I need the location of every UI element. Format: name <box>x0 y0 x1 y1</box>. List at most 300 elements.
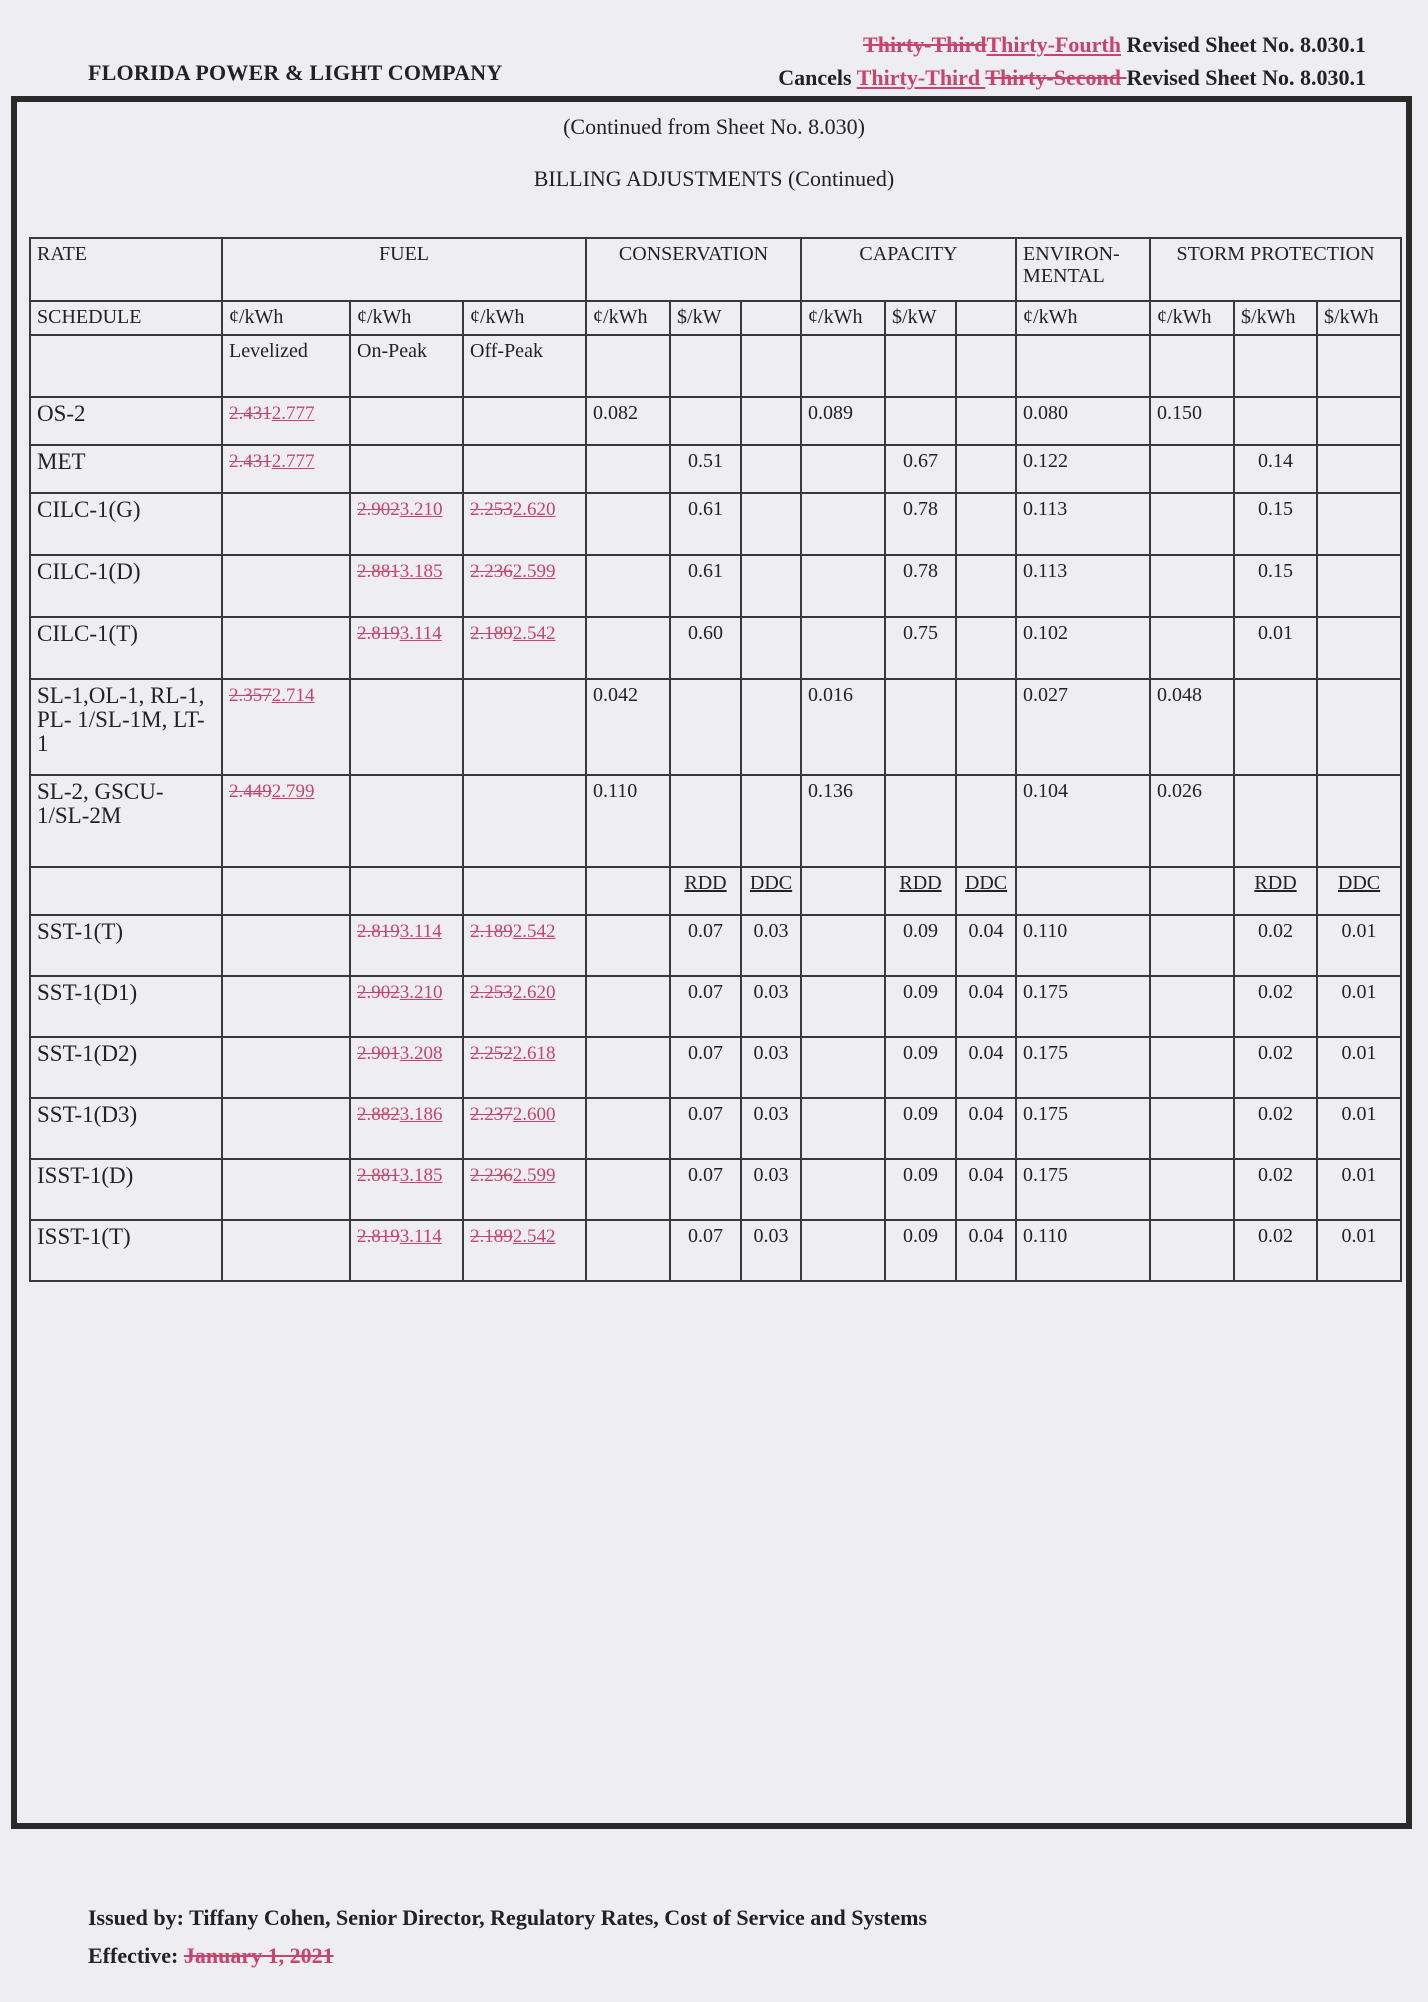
capacity-extra-cell <box>956 445 1016 493</box>
fuel-offpeak-unit: ¢/kWh <box>463 301 586 335</box>
rate-schedule-name: ISST-1(D) <box>30 1159 222 1220</box>
capacity-ckwh-cell: 0.089 <box>801 397 885 445</box>
capacity-dkw-cell <box>885 775 956 867</box>
ddc-label: DDC <box>964 872 1008 894</box>
blank-cell <box>885 335 956 397</box>
capacity-dkw-cell: 0.67 <box>885 445 956 493</box>
capacity-extra-cell <box>956 617 1016 679</box>
fuel-value <box>357 1043 443 1064</box>
deleted-fuel-value: 2.819 <box>357 1226 400 1247</box>
table-row <box>30 915 1401 976</box>
deleted-cancel-text: Thirty-Second <box>985 65 1127 90</box>
deleted-fuel-value: 2.236 <box>470 1165 513 1186</box>
conservation-rdd-cell: 0.07 <box>670 1159 741 1220</box>
rate-schedule-name: ISST-1(T) <box>30 1220 222 1281</box>
storm-dkwh-cell <box>1234 679 1317 775</box>
capacity-extra-cell <box>956 493 1016 555</box>
effective-line <box>88 1943 334 1969</box>
table-row <box>30 1037 1401 1098</box>
deleted-revision-text: Thirty-Third <box>863 32 987 57</box>
fuel-onpeak-cell <box>350 445 463 493</box>
inserted-fuel-value: 2.542 <box>512 623 556 644</box>
deleted-fuel-value: 2.189 <box>470 1226 513 1247</box>
fuel-offpeak-cell <box>463 445 586 493</box>
fuel-offpeak-cell <box>463 679 586 775</box>
fuel-value <box>357 921 442 942</box>
conservation-ckwh-unit: ¢/kWh <box>586 301 670 335</box>
fuel-value <box>357 1226 442 1247</box>
fuel-value <box>357 1165 443 1186</box>
inserted-revision-text: Thirty-Fourth <box>986 32 1121 57</box>
table-units-row <box>30 301 1401 335</box>
effective-date: January 1, 2021 <box>183 1943 334 1968</box>
inserted-fuel-value: 2.777 <box>271 403 315 424</box>
ddc-label-cell <box>1317 867 1401 915</box>
rdd-label-cell <box>1234 867 1317 915</box>
rdd-ddc-header-row <box>30 867 1401 915</box>
inserted-fuel-value: 2.542 <box>512 1226 556 1247</box>
storm-rdd-cell: 0.02 <box>1234 1220 1317 1281</box>
conservation-ckwh-cell <box>586 1220 670 1281</box>
rate-schedule-name: SL-1,OL-1, RL-1, PL- 1/SL-1M, LT-1 <box>30 679 222 775</box>
rate-header: RATE <box>30 238 222 301</box>
capacity-rdd-cell: 0.09 <box>885 1159 956 1220</box>
environmental-cell: 0.104 <box>1016 775 1150 867</box>
inserted-fuel-value: 3.186 <box>399 1104 443 1125</box>
deleted-fuel-value: 2.819 <box>357 623 400 644</box>
conservation-rdd-cell: 0.07 <box>670 1037 741 1098</box>
blank-cell <box>1150 867 1234 915</box>
storm-ckwh-cell: 0.150 <box>1150 397 1234 445</box>
fuel-levelized-cell <box>222 1037 350 1098</box>
conservation-extra-cell <box>741 679 801 775</box>
rate-schedule-name: SL-2, GSCU-1/SL-2M <box>30 775 222 867</box>
fuel-offpeak-cell <box>463 915 586 976</box>
rdd-label-cell <box>670 867 741 915</box>
blank-cell <box>1234 335 1317 397</box>
storm-protection-header: STORM PROTECTION <box>1150 238 1401 301</box>
storm-rdd-cell: 0.02 <box>1234 915 1317 976</box>
conservation-dkw-cell <box>670 397 741 445</box>
fuel-value <box>470 1043 556 1064</box>
storm-dkwh-cell-2 <box>1317 617 1401 679</box>
fuel-offpeak-cell <box>463 1159 586 1220</box>
conservation-ddc-cell: 0.03 <box>741 1098 801 1159</box>
conservation-dkw-cell: 0.51 <box>670 445 741 493</box>
continued-note: (Continued from Sheet No. 8.030) <box>563 114 865 139</box>
table-body <box>30 238 1401 1281</box>
fuel-levelized-cell <box>222 1098 350 1159</box>
storm-dkwh-cell: 0.14 <box>1234 445 1317 493</box>
capacity-dkw-cell <box>885 679 956 775</box>
onpeak-label: On-Peak <box>350 335 463 397</box>
fuel-levelized-cell <box>222 493 350 555</box>
storm-dkwh-cell-2 <box>1317 555 1401 617</box>
storm-dkwh-cell: 0.15 <box>1234 493 1317 555</box>
blank-cell <box>463 867 586 915</box>
environmental-cell: 0.175 <box>1016 1098 1150 1159</box>
company-name: FLORIDA POWER & LIGHT COMPANY <box>88 60 503 85</box>
blank-cell <box>30 335 222 397</box>
deleted-fuel-value: 2.189 <box>470 623 513 644</box>
deleted-fuel-value: 2.902 <box>357 982 400 1003</box>
blank-cell <box>1016 867 1150 915</box>
conservation-dkw-cell: 0.61 <box>670 555 741 617</box>
inserted-fuel-value: 3.114 <box>399 921 442 942</box>
conservation-ddc-cell: 0.03 <box>741 1220 801 1281</box>
environmental-cell: 0.113 <box>1016 493 1150 555</box>
table-row <box>30 617 1401 679</box>
capacity-dkw-cell: 0.75 <box>885 617 956 679</box>
conservation-dkw-cell <box>670 679 741 775</box>
inserted-fuel-value: 2.777 <box>271 451 315 472</box>
fuel-value <box>470 1104 556 1125</box>
fuel-onpeak-cell <box>350 775 463 867</box>
rate-schedule-name: SST-1(T) <box>30 915 222 976</box>
inserted-fuel-value: 2.542 <box>512 921 556 942</box>
environmental-cell: 0.113 <box>1016 555 1150 617</box>
conservation-ckwh-cell <box>586 1098 670 1159</box>
inserted-fuel-value: 3.114 <box>399 1226 442 1247</box>
inserted-fuel-value: 3.114 <box>399 623 442 644</box>
storm-ckwh-cell <box>1150 493 1234 555</box>
capacity-dkw-cell: 0.78 <box>885 555 956 617</box>
capacity-dkw-unit: $/kW <box>885 301 956 335</box>
table-row <box>30 976 1401 1037</box>
inserted-fuel-value: 2.600 <box>512 1104 556 1125</box>
capacity-ckwh-cell <box>801 1037 885 1098</box>
deleted-fuel-value: 2.253 <box>470 982 513 1003</box>
table-row <box>30 1159 1401 1220</box>
conservation-extra-cell <box>741 397 801 445</box>
capacity-ddc-cell: 0.04 <box>956 1098 1016 1159</box>
fuel-levelized-cell <box>222 1220 350 1281</box>
billing-adjustments-table <box>29 237 1402 1282</box>
environmental-unit: ¢/kWh <box>1016 301 1150 335</box>
rate-schedule-name: CILC-1(D) <box>30 555 222 617</box>
deleted-fuel-value: 2.902 <box>357 499 400 520</box>
rate-schedule-name: CILC-1(G) <box>30 493 222 555</box>
fuel-value <box>470 921 556 942</box>
capacity-ckwh-cell <box>801 1098 885 1159</box>
fuel-offpeak-cell <box>463 775 586 867</box>
storm-dkwh-unit: $/kWh <box>1234 301 1317 335</box>
table-row <box>30 1220 1401 1281</box>
blank-cell <box>30 867 222 915</box>
fuel-value <box>229 403 315 424</box>
inserted-fuel-value: 2.599 <box>512 561 556 582</box>
table-row <box>30 555 1401 617</box>
fuel-levelized-cell <box>222 555 350 617</box>
capacity-header: CAPACITY <box>801 238 1016 301</box>
deleted-fuel-value: 2.819 <box>357 921 400 942</box>
deleted-fuel-value: 2.189 <box>470 921 513 942</box>
capacity-ckwh-cell <box>801 445 885 493</box>
storm-ckwh-cell <box>1150 445 1234 493</box>
fuel-levelized-cell <box>222 915 350 976</box>
deleted-fuel-value: 2.901 <box>357 1043 400 1064</box>
fuel-onpeak-cell <box>350 555 463 617</box>
storm-ckwh-cell <box>1150 1037 1234 1098</box>
fuel-value <box>229 451 315 472</box>
storm-dkwh-cell <box>1234 397 1317 445</box>
storm-ckwh-cell <box>1150 1159 1234 1220</box>
deleted-fuel-value: 2.449 <box>229 781 272 802</box>
fuel-onpeak-cell <box>350 679 463 775</box>
deleted-fuel-value: 2.252 <box>470 1043 513 1064</box>
cancels-label: Cancels <box>778 65 857 90</box>
deleted-fuel-value: 2.882 <box>357 1104 400 1125</box>
capacity-ckwh-cell: 0.136 <box>801 775 885 867</box>
blank-cell <box>586 867 670 915</box>
ddc-label-cell <box>741 867 801 915</box>
ddc-label: DDC <box>1337 872 1381 894</box>
table-header-row <box>30 238 1401 301</box>
conservation-extra-cell <box>741 555 801 617</box>
storm-dkwh-cell <box>1234 775 1317 867</box>
environmental-cell: 0.175 <box>1016 1159 1150 1220</box>
capacity-ckwh-unit: ¢/kWh <box>801 301 885 335</box>
offpeak-label: Off-Peak <box>463 335 586 397</box>
inserted-fuel-value: 3.185 <box>399 561 443 582</box>
storm-ddc-cell: 0.01 <box>1317 976 1401 1037</box>
fuel-onpeak-cell <box>350 1159 463 1220</box>
blank-cell <box>670 335 741 397</box>
fuel-value <box>357 1104 443 1125</box>
blank-cell <box>801 335 885 397</box>
deleted-fuel-value: 2.881 <box>357 561 400 582</box>
ddc-label-cell <box>956 867 1016 915</box>
capacity-blank-unit <box>956 301 1016 335</box>
capacity-extra-cell <box>956 775 1016 867</box>
capacity-ddc-cell: 0.04 <box>956 1220 1016 1281</box>
storm-ckwh-unit: ¢/kWh <box>1150 301 1234 335</box>
conservation-blank-unit <box>741 301 801 335</box>
conservation-extra-cell <box>741 617 801 679</box>
schedule-header: SCHEDULE <box>30 301 222 335</box>
blank-cell <box>801 867 885 915</box>
capacity-rdd-cell: 0.09 <box>885 1220 956 1281</box>
fuel-onpeak-cell <box>350 1098 463 1159</box>
conservation-dkw-unit: $/kW <box>670 301 741 335</box>
capacity-extra-cell <box>956 679 1016 775</box>
effective-label: Effective: <box>88 1943 184 1968</box>
storm-dkwh-cell: 0.01 <box>1234 617 1317 679</box>
conservation-ckwh-cell: 0.082 <box>586 397 670 445</box>
blank-cell <box>350 867 463 915</box>
section-title: BILLING ADJUSTMENTS (Continued) <box>533 166 895 191</box>
inserted-fuel-value: 2.599 <box>512 1165 556 1186</box>
conservation-extra-cell <box>741 775 801 867</box>
environmental-cell: 0.102 <box>1016 617 1150 679</box>
fuel-onpeak-cell <box>350 915 463 976</box>
capacity-ddc-cell: 0.04 <box>956 915 1016 976</box>
storm-ckwh-cell <box>1150 915 1234 976</box>
fuel-onpeak-cell <box>350 493 463 555</box>
capacity-rdd-cell: 0.09 <box>885 915 956 976</box>
fuel-offpeak-cell <box>463 1220 586 1281</box>
rate-schedule-name: MET <box>30 445 222 493</box>
capacity-ckwh-cell <box>801 1220 885 1281</box>
capacity-dkw-cell <box>885 397 956 445</box>
fuel-offpeak-cell <box>463 976 586 1037</box>
blank-cell <box>1150 335 1234 397</box>
conservation-ckwh-cell: 0.110 <box>586 775 670 867</box>
deleted-fuel-value: 2.253 <box>470 499 513 520</box>
table-row <box>30 397 1401 445</box>
conservation-rdd-cell: 0.07 <box>670 1098 741 1159</box>
storm-ddc-cell: 0.01 <box>1317 1098 1401 1159</box>
storm-dkwh-cell: 0.15 <box>1234 555 1317 617</box>
blank-cell <box>956 335 1016 397</box>
inserted-fuel-value: 3.185 <box>399 1165 443 1186</box>
fuel-value <box>470 561 556 582</box>
conservation-rdd-cell: 0.07 <box>670 976 741 1037</box>
fuel-levelized-cell <box>222 976 350 1037</box>
rate-schedule-name: SST-1(D3) <box>30 1098 222 1159</box>
deleted-fuel-value: 2.237 <box>470 1104 513 1125</box>
inserted-fuel-value: 3.210 <box>399 499 443 520</box>
fuel-onpeak-cell <box>350 976 463 1037</box>
storm-ckwh-cell <box>1150 617 1234 679</box>
fuel-offpeak-cell <box>463 397 586 445</box>
fuel-offpeak-cell <box>463 617 586 679</box>
fuel-onpeak-cell <box>350 617 463 679</box>
revised-sheet-line <box>778 28 1366 61</box>
capacity-ddc-cell: 0.04 <box>956 1037 1016 1098</box>
fuel-value <box>357 561 443 582</box>
table-row <box>30 1098 1401 1159</box>
storm-ckwh-cell <box>1150 555 1234 617</box>
storm-ddc-cell: 0.01 <box>1317 915 1401 976</box>
fuel-levelized-cell <box>222 617 350 679</box>
fuel-onpeak-cell <box>350 397 463 445</box>
conservation-dkw-cell <box>670 775 741 867</box>
fuel-value <box>357 623 442 644</box>
environmental-cell: 0.027 <box>1016 679 1150 775</box>
storm-dkwh-cell-2 <box>1317 493 1401 555</box>
storm-dkwh-unit-2: $/kWh <box>1317 301 1401 335</box>
blank-cell <box>222 867 350 915</box>
ddc-label: DDC <box>749 872 793 894</box>
levelized-label: Levelized <box>222 335 350 397</box>
storm-dkwh-cell-2 <box>1317 679 1401 775</box>
storm-rdd-cell: 0.02 <box>1234 976 1317 1037</box>
fuel-value <box>229 781 315 802</box>
deleted-fuel-value: 2.357 <box>229 685 272 706</box>
capacity-rdd-cell: 0.09 <box>885 976 956 1037</box>
cancels-sheet-number: Revised Sheet No. 8.030.1 <box>1126 65 1366 90</box>
capacity-dkw-cell: 0.78 <box>885 493 956 555</box>
cancels-sheet-line <box>778 61 1366 94</box>
rdd-label-cell <box>885 867 956 915</box>
fuel-onpeak-cell <box>350 1037 463 1098</box>
conservation-ddc-cell: 0.03 <box>741 915 801 976</box>
capacity-ckwh-cell <box>801 555 885 617</box>
fuel-offpeak-cell <box>463 1098 586 1159</box>
capacity-ckwh-cell <box>801 1159 885 1220</box>
fuel-onpeak-cell <box>350 1220 463 1281</box>
storm-dkwh-cell-2 <box>1317 445 1401 493</box>
storm-ckwh-cell <box>1150 1098 1234 1159</box>
inserted-fuel-value: 2.618 <box>512 1043 556 1064</box>
capacity-ddc-cell: 0.04 <box>956 1159 1016 1220</box>
fuel-value <box>357 982 443 1003</box>
storm-ddc-cell: 0.01 <box>1317 1037 1401 1098</box>
fuel-value <box>229 685 315 706</box>
blank-cell <box>1317 335 1401 397</box>
fuel-value <box>357 499 443 520</box>
conservation-ckwh-cell <box>586 1159 670 1220</box>
capacity-extra-cell <box>956 397 1016 445</box>
inserted-fuel-value: 3.208 <box>399 1043 443 1064</box>
fuel-header: FUEL <box>222 238 586 301</box>
fuel-levelized-cell <box>222 1159 350 1220</box>
environmental-cell: 0.080 <box>1016 397 1150 445</box>
conservation-ddc-cell: 0.03 <box>741 976 801 1037</box>
deleted-fuel-value: 2.881 <box>357 1165 400 1186</box>
table-row <box>30 679 1401 775</box>
storm-ckwh-cell <box>1150 1220 1234 1281</box>
fuel-levelized-cell <box>222 397 350 445</box>
environmental-cell: 0.122 <box>1016 445 1150 493</box>
rdd-label: RDD <box>1254 872 1297 894</box>
capacity-ckwh-cell <box>801 915 885 976</box>
storm-dkwh-cell-2 <box>1317 397 1401 445</box>
capacity-ckwh-cell <box>801 976 885 1037</box>
capacity-ckwh-cell: 0.016 <box>801 679 885 775</box>
inserted-fuel-value: 2.620 <box>512 982 556 1003</box>
storm-rdd-cell: 0.02 <box>1234 1037 1317 1098</box>
conservation-ckwh-cell <box>586 976 670 1037</box>
capacity-extra-cell <box>956 555 1016 617</box>
fuel-offpeak-cell <box>463 1037 586 1098</box>
environmental-cell: 0.110 <box>1016 1220 1150 1281</box>
inserted-fuel-value: 2.714 <box>271 685 315 706</box>
capacity-ddc-cell: 0.04 <box>956 976 1016 1037</box>
rate-schedule-name: CILC-1(T) <box>30 617 222 679</box>
fuel-value <box>470 1226 556 1247</box>
table-row <box>30 493 1401 555</box>
storm-ckwh-cell: 0.048 <box>1150 679 1234 775</box>
capacity-rdd-cell: 0.09 <box>885 1098 956 1159</box>
fuel-levelized-cell <box>222 679 350 775</box>
storm-ckwh-cell: 0.026 <box>1150 775 1234 867</box>
table-row <box>30 775 1401 867</box>
table-row <box>30 445 1401 493</box>
table-subheader-row <box>30 335 1401 397</box>
conservation-header: CONSERVATION <box>586 238 801 301</box>
environmental-cell: 0.175 <box>1016 1037 1150 1098</box>
capacity-ckwh-cell <box>801 617 885 679</box>
conservation-ddc-cell: 0.03 <box>741 1037 801 1098</box>
conservation-ddc-cell: 0.03 <box>741 1159 801 1220</box>
conservation-rdd-cell: 0.07 <box>670 1220 741 1281</box>
conservation-ckwh-cell <box>586 555 670 617</box>
fuel-offpeak-cell <box>463 555 586 617</box>
capacity-ckwh-cell <box>801 493 885 555</box>
fuel-value <box>470 499 556 520</box>
issued-by: Issued by: Tiffany Cohen, Senior Director, Regulatory Rates, Cost of Service and Systems <box>88 1905 928 1930</box>
inserted-fuel-value: 3.210 <box>399 982 443 1003</box>
rate-schedule-name: SST-1(D2) <box>30 1037 222 1098</box>
environmental-header: ENVIRON- MENTAL <box>1016 238 1150 301</box>
capacity-rdd-cell: 0.09 <box>885 1037 956 1098</box>
rdd-label: RDD <box>899 872 942 894</box>
inserted-cancel-text: Thirty-Third <box>856 65 986 90</box>
revised-sheet-number: Revised Sheet No. 8.030.1 <box>1120 32 1366 57</box>
storm-ddc-cell: 0.01 <box>1317 1159 1401 1220</box>
